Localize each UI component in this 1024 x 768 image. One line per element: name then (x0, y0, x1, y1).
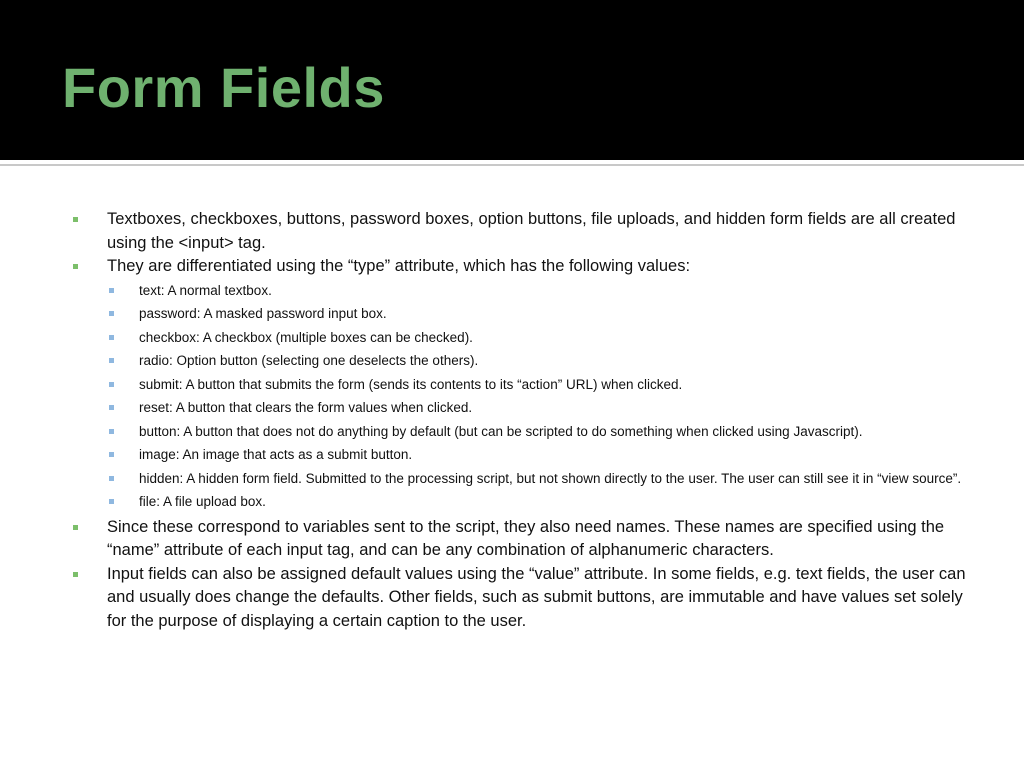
sub-bullet-text: image: An image that acts as a submit button. (139, 447, 413, 462)
type-values-list (70, 281, 970, 512)
slide-body (70, 208, 970, 633)
sub-bullet-item (70, 469, 970, 489)
sub-bullet-text: text: A normal textbox. (139, 282, 272, 298)
square-bullet-icon (73, 264, 78, 269)
sub-bullet-item (70, 375, 970, 395)
sub-bullet-text: hidden: A hidden form field. Submitted to the processing script, but not shown directly to the user. The user can still see it in “view source”. (139, 470, 962, 486)
square-bullet-icon (109, 335, 114, 340)
bullet-text: They are differentiated using the “type” attribute, which has the following values: (107, 257, 691, 275)
sub-bullet-text: reset: A button that clears the form values when clicked. (139, 400, 473, 415)
square-bullet-icon (73, 572, 78, 577)
sub-bullet-item (70, 304, 970, 324)
sub-bullet-item (70, 492, 970, 512)
square-bullet-icon (109, 382, 114, 387)
bullet-item (70, 516, 970, 563)
bullet-item (70, 563, 970, 634)
square-bullet-icon (109, 358, 114, 363)
title-divider (0, 160, 1024, 166)
bullet-text: Since these correspond to variables sent to the script, they also need names. These names are specified using the “name” attribute of each input tag, and can be any combination of alphanumeric characters. (107, 517, 945, 559)
square-bullet-icon (109, 288, 114, 293)
sub-bullet-item (70, 281, 970, 301)
square-bullet-icon (109, 476, 114, 481)
bullet-item (70, 208, 970, 255)
sub-bullet-item (70, 328, 970, 348)
sub-bullet-item (70, 445, 970, 465)
bullet-text: Input fields can also be assigned default values using the “value” attribute. In some fields, e.g. text fields, the user can and usually does change the defaults. Other fields, such as submit buttons, are immutable and have values set solely for the purpose of displaying a certain caption to the user. (107, 564, 966, 630)
slide-title: Form Fields (62, 56, 385, 119)
sub-bullet-text: checkbox: A checkbox (multiple boxes can be checked). (139, 329, 473, 345)
sub-bullet-item (70, 398, 970, 418)
square-bullet-icon (109, 429, 114, 434)
sub-bullet-item (70, 351, 970, 371)
sub-bullet-text: radio: Option button (selecting one deselects the others). (139, 353, 479, 368)
square-bullet-icon (109, 499, 114, 504)
square-bullet-icon (73, 525, 78, 530)
sub-bullet-text: file: A file upload box. (139, 494, 266, 509)
sub-bullet-text: button: A button that does not do anything by default (but can be scripted to do something when clicked using Javascript). (139, 423, 863, 439)
sub-bullet-text: submit: A button that submits the form (sends its contents to its “action” URL) when clicked. (139, 376, 683, 392)
square-bullet-icon (109, 405, 114, 410)
square-bullet-icon (109, 311, 114, 316)
sub-bullet-item (70, 422, 970, 442)
bullet-item (70, 255, 970, 279)
square-bullet-icon (73, 217, 78, 222)
sub-bullet-text: password: A masked password input box. (139, 306, 387, 321)
square-bullet-icon (109, 452, 114, 457)
bullet-text: Textboxes, checkboxes, buttons, password boxes, option buttons, file uploads, and hidden form fields are all created using the <input> tag. (107, 210, 956, 252)
